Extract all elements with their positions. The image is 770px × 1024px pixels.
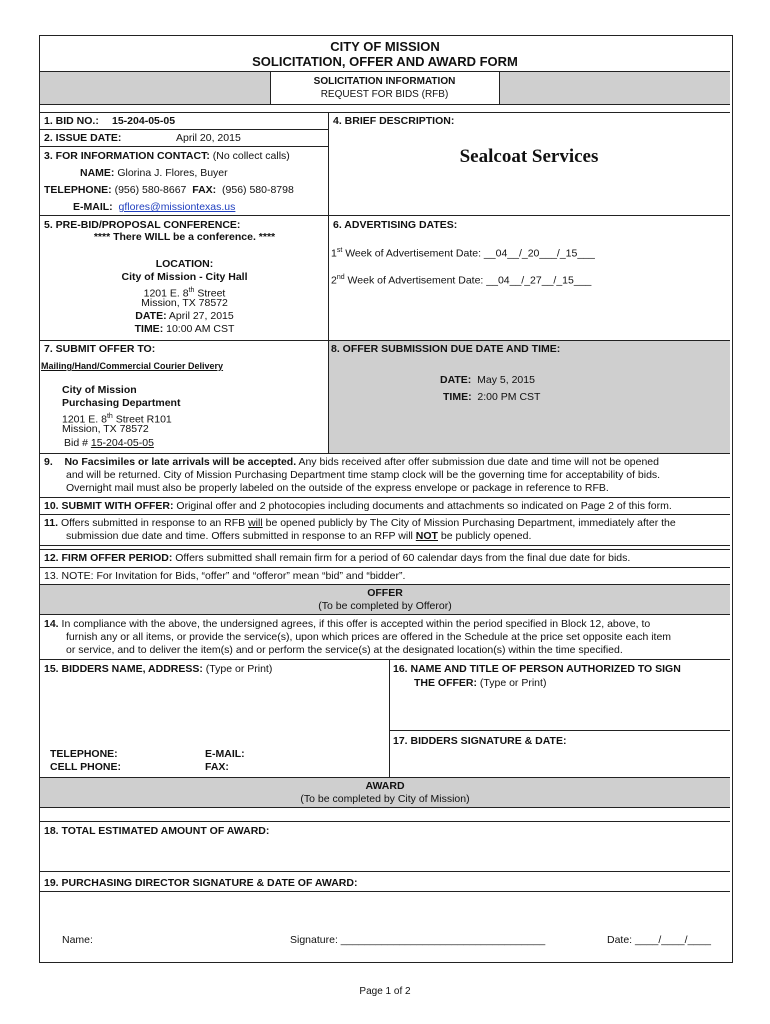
divider (40, 659, 730, 660)
director-signature-line[interactable]: Signature: ___________________________________ (290, 934, 546, 946)
week-2-ordinal: nd (336, 274, 345, 281)
instruction-10-text: Original offer and 2 photocopies including documents and attachments so indicated on Page 2 of this form. (173, 500, 672, 512)
due-time-label: TIME: (443, 391, 472, 403)
form-title: SOLICITATION, OFFER AND AWARD FORM (252, 54, 518, 69)
instruction-10-label: 10. SUBMIT WITH OFFER: (44, 500, 174, 512)
contact-email (73, 201, 235, 214)
instruction-12-label: 12. FIRM OFFER PERIOD: (44, 552, 173, 564)
divider (40, 514, 730, 515)
award-amount-field[interactable] (42, 840, 728, 868)
divider (40, 453, 730, 454)
advertisement-week-2 (331, 271, 591, 288)
award-heading: AWARD (365, 780, 405, 792)
instruction-11-text-a: Offers submitted in response to an RFB (58, 517, 249, 529)
bidder-cell-label: CELL PHONE: (50, 761, 121, 773)
divider (40, 891, 730, 892)
instruction-11-text-d: be publicly opened. (437, 530, 532, 542)
offer-due-label: 8. OFFER SUBMISSION DUE DATE AND TIME: (331, 343, 561, 355)
bidder-email-label: E-MAIL: (205, 748, 245, 760)
submit-org: City of Mission (62, 384, 137, 396)
instruction-11-will: will (248, 517, 263, 529)
email-link[interactable]: gflores@missiontexas.us (118, 201, 236, 213)
bidder-name-address-label (44, 663, 272, 676)
authorized-person-note: (Type or Print) (477, 677, 547, 689)
bidder-signature-label: 17. BIDDERS SIGNATURE & DATE: (393, 735, 567, 747)
instruction-11-not: NOT (415, 530, 438, 542)
divider (40, 871, 730, 872)
divider (40, 567, 730, 568)
brief-description-label: 4. BRIEF DESCRIPTION: (333, 115, 455, 127)
divider (40, 112, 730, 113)
fax-value: (956) 580-8798 (222, 184, 294, 196)
submit-bid-number: 15-204-05-05 (90, 437, 154, 449)
instruction-14-line-3: or service, and to deliver the item(s) and or perform the service(s) at the designated location(s) within the time specified. (66, 644, 623, 656)
divider (40, 549, 730, 550)
divider (389, 730, 730, 731)
director-name-label: Name: (62, 934, 93, 946)
week-1-number: 1 (331, 247, 337, 260)
bidder-telephone-label: TELEPHONE: (50, 748, 118, 760)
divider (40, 807, 730, 808)
due-time-value: 2:00 PM CST (477, 391, 541, 403)
divider (40, 146, 328, 147)
instruction-10 (44, 500, 672, 513)
instruction-11-text-b: be opened publicly by The City of Mission Purchasing Department, immediately after the (262, 517, 676, 529)
director-signature-label: 19. PURCHASING DIRECTOR SIGNATURE & DATE OF AWARD: (44, 877, 358, 889)
week-2-number: 2 (331, 274, 337, 287)
conference-time-value: 10:00 AM CST (166, 323, 235, 335)
instruction-9-line-1 (44, 456, 659, 469)
location-name: City of Mission - City Hall (121, 271, 248, 283)
week-1-text: Week of Advertisement Date: __04__/_20___/_15___ (342, 247, 595, 260)
form-city-title: CITY OF MISSION (330, 39, 440, 54)
bid-number-label: 1. BID NO.: (44, 115, 99, 127)
divider (389, 659, 390, 777)
instruction-9-text: Any bids received after offer submission due date and time will not be opened (296, 456, 659, 468)
submit-street-suffix: Street R101 (112, 413, 172, 426)
divider (499, 72, 500, 104)
bidder-name-address-field[interactable] (42, 678, 386, 742)
instruction-9-line-3: Overnight mail must also be properly labeled on the outside of the express envelope or package in reference to RFB. (66, 482, 609, 494)
due-date-label: DATE: (440, 374, 472, 386)
delivery-method: Mailing/Hand/Commercial Courier Delivery (41, 361, 224, 371)
street-ordinal: th (188, 287, 195, 294)
submit-city: Mission, TX 78572 (62, 423, 149, 435)
authorized-person-heading: THE OFFER: (414, 677, 477, 689)
instruction-9-line-2: and will be returned. City of Mission Purchasing Department time stamp clock will be the governing time for acceptability of bids. (66, 469, 661, 481)
divider (40, 821, 730, 822)
instruction-14-number: 14. (44, 618, 59, 630)
divider (40, 545, 730, 546)
issue-date-value: April 20, 2015 (176, 132, 241, 144)
authorized-person-field[interactable] (391, 692, 728, 728)
submit-department: Purchasing Department (62, 397, 181, 409)
award-amount-label: 18. TOTAL ESTIMATED AMOUNT OF AWARD: (44, 825, 270, 837)
offer-due-date (440, 374, 535, 387)
week-2-text: Week of Advertisement Date: __04__/_27__/_15___ (344, 274, 592, 287)
instruction-14-line-1 (44, 618, 650, 631)
instruction-14-text: In compliance with the above, the undersigned agrees, if this offer is accepted within the period specified in Block 12, above, to (58, 618, 651, 630)
submit-bid-reference (64, 437, 154, 450)
issue-date-label: 2. ISSUE DATE: (44, 132, 122, 144)
divider (40, 614, 730, 615)
instruction-11-line-1 (44, 517, 676, 530)
contact-phone-fax (44, 184, 294, 197)
conference-date-value: April 27, 2015 (168, 310, 234, 322)
contact-name-label: NAME: (80, 167, 115, 179)
contact-name (80, 167, 228, 180)
award-date-line[interactable]: Date: ____/____/____ (607, 934, 711, 946)
divider (40, 104, 730, 105)
week-1-ordinal: st (336, 247, 343, 254)
location-city: Mission, TX 78572 (141, 297, 228, 309)
conference-time-label: TIME: (134, 323, 164, 335)
authorized-person-sublabel (414, 677, 546, 690)
award-subheading: (To be completed by City of Mission) (300, 793, 470, 805)
conference-date (41, 310, 328, 323)
divider (40, 215, 730, 216)
advertising-dates-label: 6. ADVERTISING DATES: (333, 219, 458, 231)
fax-label: FAX: (192, 184, 217, 196)
instruction-11-line-2 (66, 530, 531, 543)
divider (270, 72, 271, 104)
bidder-name-address-heading: 15. BIDDERS NAME, ADDRESS: (44, 663, 203, 675)
conference-date-label: DATE: (135, 310, 167, 322)
instruction-14-line-2: furnish any or all items, or provide the service(s), upon which prices are offered in the Schedule at the price set opposite each item (66, 631, 672, 643)
instruction-13: 13. NOTE: For Invitation for Bids, “offer” and “offeror” mean “bid” and “bidder”. (44, 570, 406, 582)
offer-due-time (443, 391, 540, 404)
authorized-person-label: 16. NAME AND TITLE OF PERSON AUTHORIZED TO SIGN (393, 663, 681, 675)
instruction-11-text-c: submission due date and time. Offers submitted in response to an RFP will (66, 530, 416, 542)
instruction-9-heading: No Facsimiles or late arrivals will be accepted. (64, 456, 297, 468)
section-subheading: REQUEST FOR BIDS (RFB) (320, 89, 449, 100)
information-contact-label: 3. FOR INFORMATION CONTACT: (44, 150, 210, 162)
telephone-value: (956) 580-8667 (114, 184, 187, 196)
submit-street-ordinal: th (106, 413, 113, 420)
bidder-fax-label: FAX: (205, 761, 229, 773)
instruction-12 (44, 552, 630, 565)
conference-note: **** There WILL be a conference. **** (93, 231, 276, 243)
bidder-signature-field[interactable] (391, 750, 728, 775)
brief-description-value: Sealcoat Services (459, 146, 599, 167)
shaded-cell (40, 72, 270, 104)
shaded-cell (499, 72, 730, 104)
divider (40, 497, 730, 498)
section-heading: SOLICITATION INFORMATION (313, 76, 456, 87)
page-number: Page 1 of 2 (359, 986, 411, 997)
conference-time (41, 323, 328, 336)
instruction-11-number: 11. (44, 517, 59, 529)
due-date-value: May 5, 2015 (477, 374, 535, 386)
information-contact-note: (No collect calls) (212, 150, 290, 162)
pre-bid-conference-label: 5. PRE-BID/PROPOSAL CONFERENCE: (44, 219, 241, 231)
divider (40, 129, 328, 130)
contact-name-value: Glorina J. Flores, Buyer (117, 167, 228, 179)
information-contact (44, 150, 290, 163)
submit-bid-label: Bid # (64, 437, 91, 449)
submit-street-number: 1201 E. 8 (62, 413, 107, 426)
bid-number-value: 15-204-05-05 (112, 115, 176, 127)
email-label: E-MAIL: (73, 201, 113, 213)
instruction-9-number: 9. (44, 456, 53, 468)
instruction-12-text: Offers submitted shall remain firm for a period of 60 calendar days from the final due date for bids. (172, 552, 631, 564)
submit-offer-label: 7. SUBMIT OFFER TO: (44, 343, 156, 355)
street-suffix: Street (194, 287, 226, 300)
bidder-name-address-note: (Type or Print) (202, 663, 273, 675)
advertisement-week-1 (331, 244, 595, 261)
offer-subheading: (To be completed by Offeror) (318, 600, 452, 612)
street-number: 1201 E. 8 (143, 287, 189, 300)
location-label: LOCATION: (155, 258, 214, 270)
telephone-label: TELEPHONE: (44, 184, 112, 196)
offer-heading: OFFER (367, 587, 403, 599)
